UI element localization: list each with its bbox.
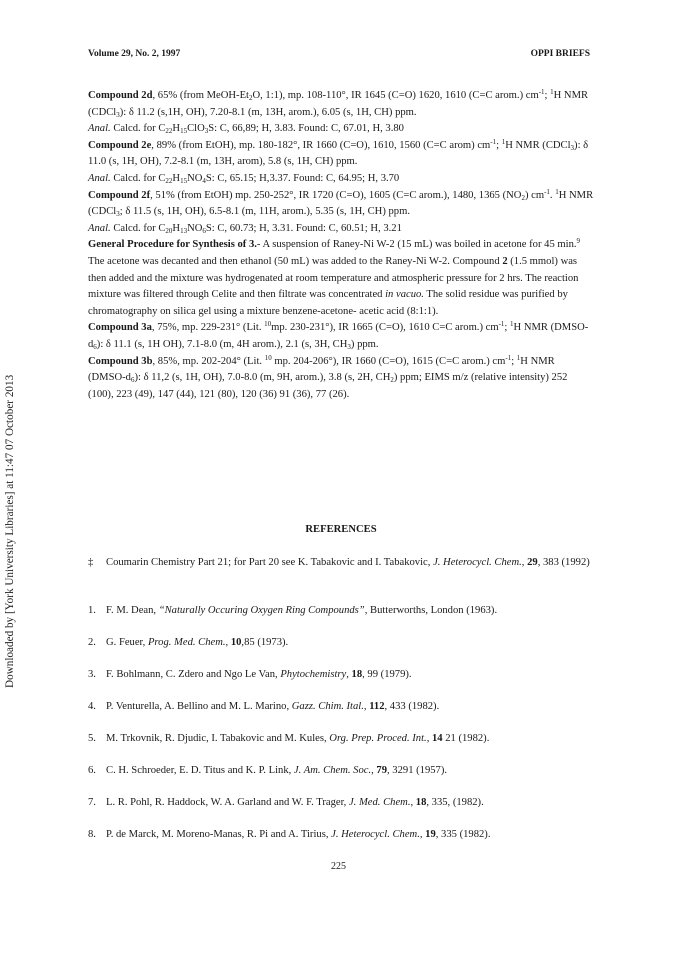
- compound-2d-paragraph: Compound 2d, 65% (from MeOH-$Et_2O$, 1:1), mp. 108-110°, IR 1645 (C=O) 1620, 1610 (C=C arom.) $cm^{-1}$; $^1$H NMR (CDCl$_3$): δ 11.2 (s,1H, OH), 7.20-8.1 (m, 13H, arom.), 6.05 (s, 1H, CH) ppm.: [88, 88, 589, 119]
- compound-2f-paragraph: Compound 2f, 51% (from EtOH) mp. 250-252°, IR 1720 (C=O), 1605 (C=C arom.), 1480, 1365 $(NO_2)$ $cm^{-1}$. $^1$H NMR (CDCl$_3$; δ 11.5 (s, 1H, OH), 6.5-8.1 (m, 11H, arom.), 5.35 (s, 1H, CH) ppm.: [88, 187, 594, 219]
- references-heading: REFERENCES: [305, 524, 377, 535]
- page-number: 225: [331, 861, 346, 872]
- compound-2f-analysis: Anal. Calcd. for $C_{20}H_{13}NO_6S$: C, 60.73; H, 3.31. Found: C, 60.51; H, 3.21: [88, 222, 402, 235]
- section-title: OPPI BRIEFS: [530, 49, 590, 59]
- download-notice: Downloaded by [York University Libraries] at 11:47 07 October 2013: [4, 374, 16, 688]
- download-watermark: [4, 298, 18, 688]
- compound-2d-analysis: Anal. Calcd. for $C_{22}H_{15}ClO_3S$: C, 66,89; H, 3.83. Found: C, 67.01, H, 3.80: [88, 123, 404, 136]
- compound-2e-analysis: Anal. Calcd. for $C_{22}H_{15}NO_4S$: C, 65.15; H,3.37. Found: C, 64.95; H, 3.70: [88, 172, 400, 185]
- journal-volume: Volume 29, No. 2, 1997: [88, 49, 181, 59]
- compound-2e-paragraph: Compound 2e, 89% (from EtOH), mp. 180-182°, IR 1660 (C=O), 1610, 1560 (C=C arom) $cm^{-1}$; $^1$H NMR (CDCl$_3$): δ 11.0 (s, 1H, OH), 7.2-8.1 (m, 13H, arom), 5.8 (s, 1H, CH) ppm.: [88, 137, 589, 168]
- compound-3b-paragraph: Compound 3b, 85%, mp. 202-204° (Lit. $^{10}$ mp. 204-206°), IR 1660 (C=O), 1615 (C=C arom.) $cm^{-1}$; $^1$H NMR $(DMSO-d_6)$: δ 11,2 (s, 1H, OH), 7.0-8.0 (m, 9H, arom.), 3.8 (s, 2H, $CH_2$) ppm; EIMS m/z (relative intensity) 252 (100), 223 (49), 147 (44), 121 (80), 120 (36) 91 (36), 77 (26).: [88, 353, 568, 400]
- running-header: [88, 49, 590, 63]
- compound-3a-paragraph: Compound 3a, 75%, mp. 229-231° (Lit. $^{10}$mp. 230-231°), IR 1665 (C=O), 1610 C=C arom.) $cm^{-1}$; $^1$H NMR $(DMSO-d_6)$: δ 11.1 (s, 1H OH), 7.1-8.0 (m, 4H arom.), 2.1 (s, 3H, $CH_3$) ppm.: [88, 320, 589, 351]
- general-procedure-paragraph: General Procedure for Synthesis of 3.- A suspension of Raney-Ni W-2 (15 mL) was boiled in acetone for 45 min.$^9$ The acetone was decanted and then ethanol (50 mL) was added to the Raney-Ni W-2. Compound 2 (1.5 mmol) was then added and the mixture was hydrogenated at room temperature and atmospheric pressure for 2 hrs. The reaction mixture was filtered through Celite and then filtrate was concentrated in vacuo. The solid residue was purified by chromatography on silica gel using a mixture benzene-acetone- acetic acid (8:1:1).: [88, 237, 581, 317]
- main-text: [88, 88, 594, 403]
